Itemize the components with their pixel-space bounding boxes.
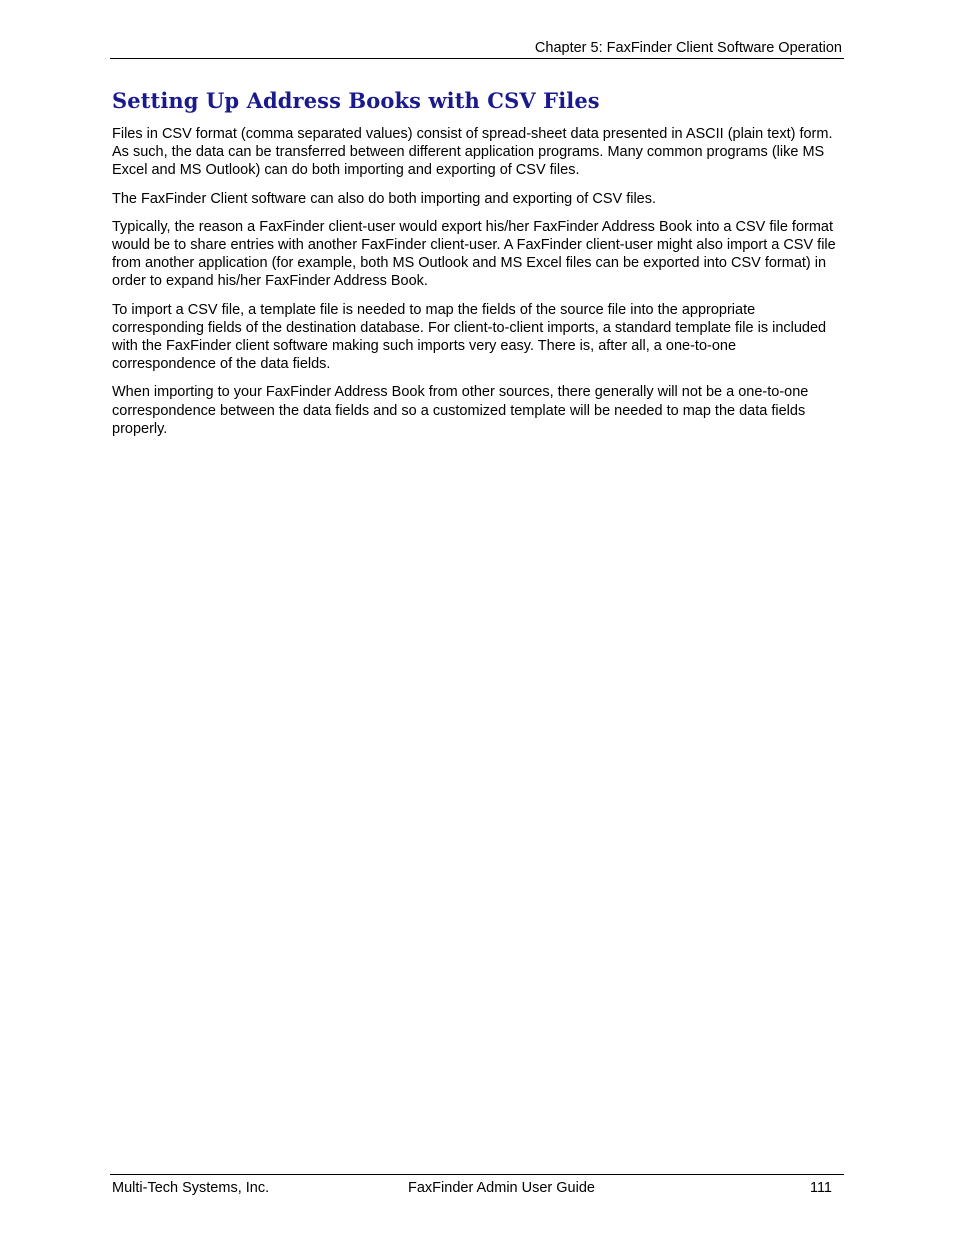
footer-guide-title: FaxFinder Admin User Guide	[408, 1180, 595, 1196]
chapter-title: Chapter 5: FaxFinder Client Software Operation	[534, 40, 842, 56]
page-header	[110, 38, 844, 59]
paragraph-csv-intro: Files in CSV format (comma separated values) consist of spread-sheet data presented in ASCII (plain text) form. As such, the data can be transferred between different application programs. Many common programs (like MS Excel and MS Outlook) can do both importing and exporting of CSV files.	[112, 126, 833, 179]
section-title: Setting Up Address Books with CSV Files	[112, 88, 600, 113]
page-number: 111	[809, 1180, 832, 1196]
footer-company: Multi-Tech Systems, Inc.	[112, 1180, 270, 1196]
paragraph-other-sources: When importing to your FaxFinder Address Book from other sources, there generally will not be a one-to-one correspondence between the data fields and so a customized template will be needed to map the data fields properly.	[112, 384, 809, 437]
paragraph-export-reason: Typically, the reason a FaxFinder client-user would export his/her FaxFinder Address Book into a CSV file format would be to share entries with another FaxFinder client-user. A FaxFinder client-user might also import a CSV file from another application (for example, both MS Outlook and MS Excel files can be exported into CSV format) in order to expand his/her FaxFinder Address Book.	[112, 218, 836, 290]
paragraph-import-template: To import a CSV file, a template file is needed to map the fields of the source file into the appropriate corresponding fields of the destination database. For client-to-client imports, a standard template file is included with the FaxFinder client software making such imports very easy. There is, after all, a one-to-one correspondence of the data fields.	[112, 301, 827, 373]
section-body	[112, 125, 844, 448]
paragraph-client-support: The FaxFinder Client software can also do both importing and exporting of CSV files.	[112, 190, 657, 207]
page-footer	[110, 1174, 844, 1197]
